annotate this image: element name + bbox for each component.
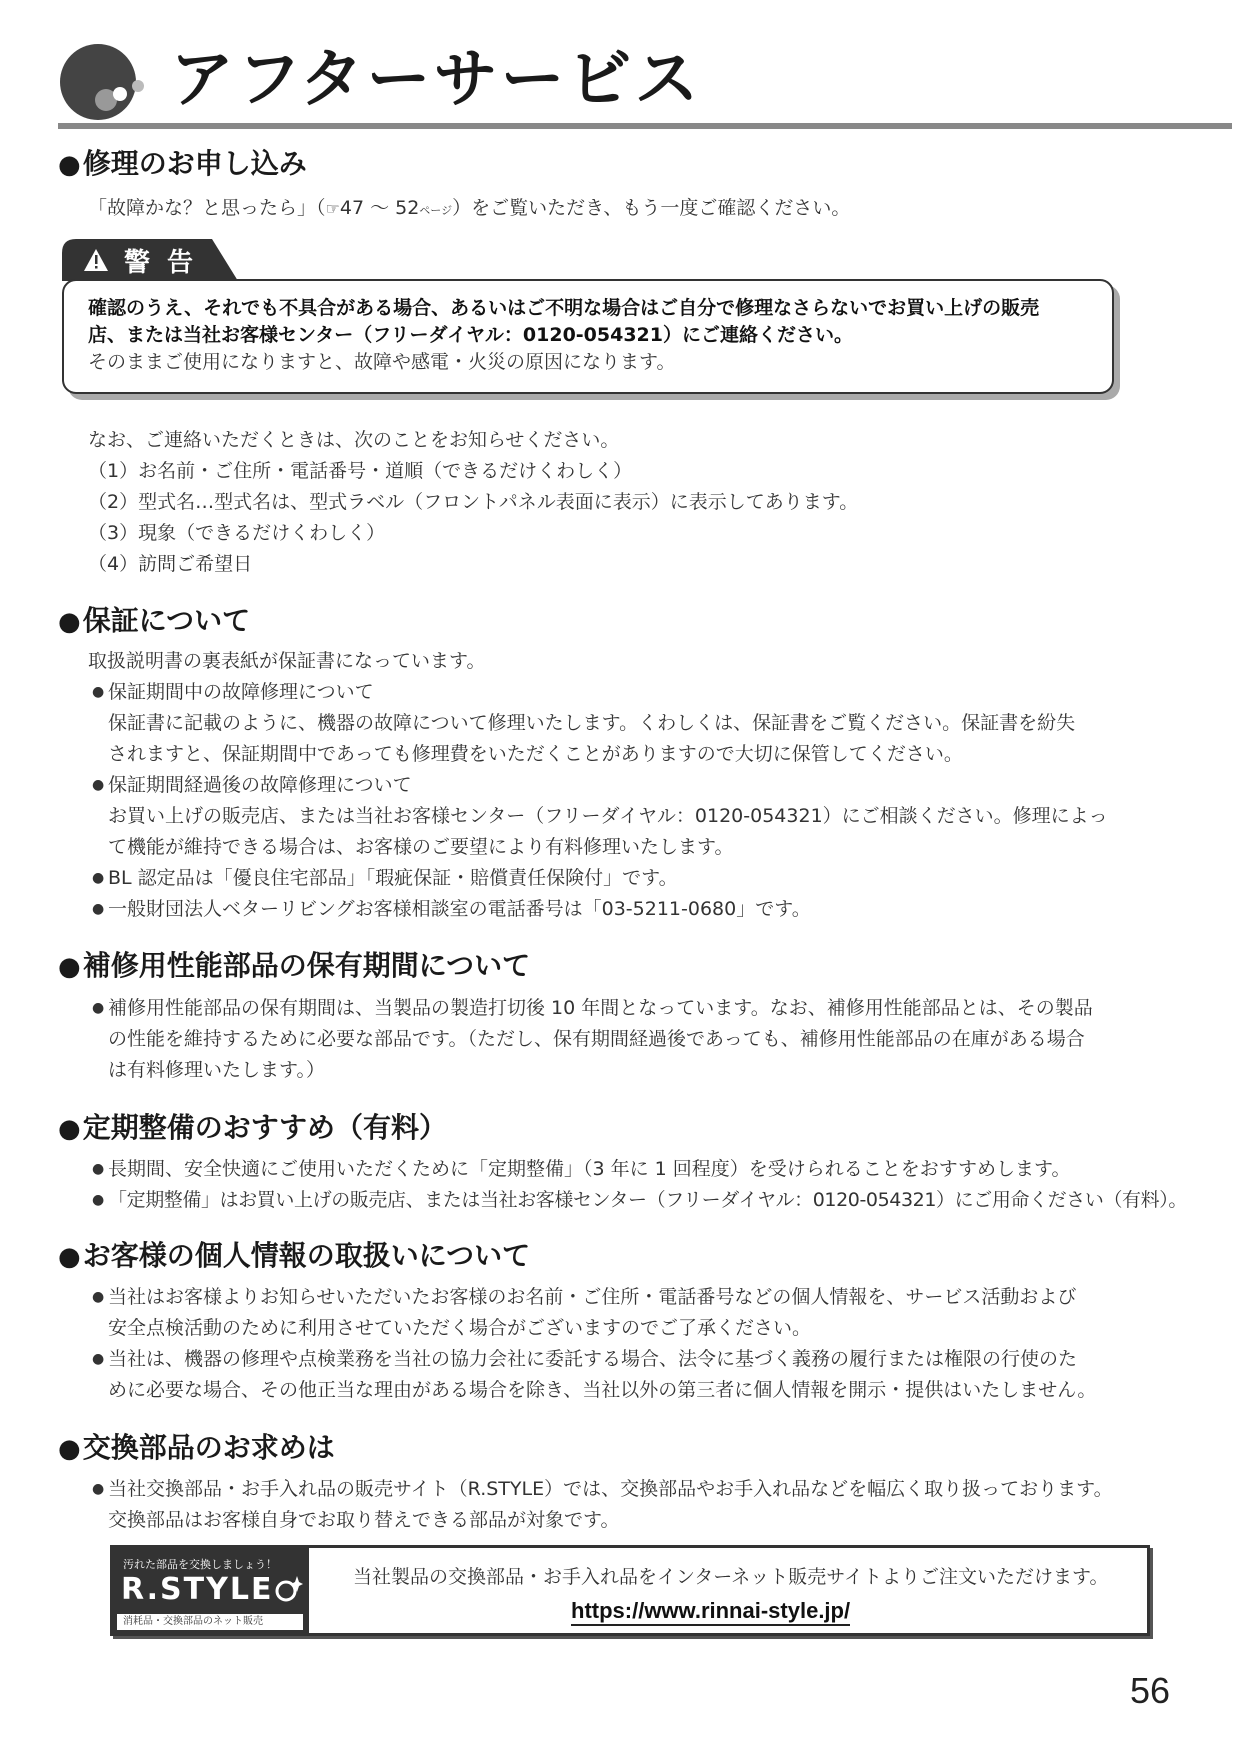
section-bullet-icon: ● xyxy=(58,1242,81,1272)
privacy-item: ● 当社はお客様よりお知らせいただいたお客様のお名前・ご住所・電話番号などの個人情報を、サービス活動および 安全点検活動のために利用させていただく場合がございますのでご了承ください。 xyxy=(92,1282,1182,1344)
section-bullet-icon: ● xyxy=(58,1114,81,1144)
warning-line-3: そのままご使用になりますと、故障や感電・火災の原因になります。 xyxy=(88,351,676,373)
warranty-item: ● 保証期間中の故障修理について 保証書に記載のように、機器の故障について修理いたします。くわしくは、保証書をご覧ください。保証書を紛失 されますと、保証期間中であっても修理費をいただくことがありますので大切に保管してください。 xyxy=(92,677,1182,770)
rstyle-info-box xyxy=(110,1545,1150,1636)
rstyle-logo[interactable]: 汚れた部品を交換しましょう！ R.STYLE 消耗品・交換部品のネット販売 xyxy=(113,1548,309,1633)
maintenance-item: ● 長期間、安全快適にご使用いただくために「定期整備」（3 年に 1 回程度）を受けられることをおすすめします。 xyxy=(92,1154,1182,1185)
section-bullet-icon: ● xyxy=(58,607,81,637)
section-title-parts: ●補修用性能部品の保有期間について xyxy=(58,949,531,982)
section-bullet-icon: ● xyxy=(58,1434,81,1464)
privacy-item: ● 当社は、機器の修理や点検業務を当社の協力会社に委託する場合、法令に基づく義務の履行または権限の行使のた めに必要な場合、その他正当な理由がある場合を除き、当社以外の第三者に個人情報を開示・提供はいたしません。 xyxy=(92,1344,1182,1406)
bullet-icon: ● xyxy=(92,777,105,793)
bullet-icon: ● xyxy=(92,1000,105,1016)
repair-intro: 「故障かな？と思ったら」（☞47 ～ 52ページ）をご覧いただき、もう一度ご確認ください。 xyxy=(88,197,851,219)
section-title-privacy: ●お客様の個人情報の取扱いについて xyxy=(58,1239,531,1272)
page-number: 56 xyxy=(1130,1670,1171,1711)
warranty-item: ● 保証期間経過後の故障修理について お買い上げの販売店、または当社お客様センター（フリーダイヤル：0120-054321）にご相談ください。修理によっ て機能が維持できる場合は、お客様のご要望により有料修理いたします。 xyxy=(92,770,1182,863)
bullet-icon: ● xyxy=(92,684,105,700)
replacement-item: ● 当社交換部品・お手入れ品の販売サイト（R.STYLE）では、交換部品やお手入れ品などを幅広く取り扱っております。 交換部品はお客様自身でお取り替えできる部品が対象です。 xyxy=(92,1474,1202,1536)
bullet-icon: ● xyxy=(92,870,105,886)
repair-list-item: （3）現象（できるだけくわしく） xyxy=(88,522,386,544)
bullet-icon: ● xyxy=(92,901,105,917)
warning-label: 警 告 xyxy=(124,248,198,278)
sparkle-icon xyxy=(273,1574,303,1604)
section-title-warranty: ●保証について xyxy=(58,604,251,637)
warning-line-1: 確認のうえ、それでも不具合がある場合、あるいはご不明な場合はご自分で修理なさらないでお買い上げの販売 xyxy=(88,297,1040,319)
section-bullet-icon: ● xyxy=(58,150,81,180)
warranty-item: ● BL 認定品は「優良住宅部品」「瑕疵保証・賠償責任保険付」です。 xyxy=(92,863,1182,894)
section-title-repair: ●修理のお申し込み xyxy=(58,147,307,180)
header-divider xyxy=(58,123,1232,129)
page-header xyxy=(58,40,1232,130)
section-title-maintenance: ●定期整備のおすすめ（有料） xyxy=(58,1111,447,1144)
warning-line-2: 店、または当社お客様センター（フリーダイヤル：0120-054321）にご連絡ください。 xyxy=(88,324,853,346)
rstyle-url-link[interactable]: https://www.rinnai-style.jp/ xyxy=(571,1598,850,1626)
page-title: アフターサービス xyxy=(170,43,702,117)
bullet-icon: ● xyxy=(92,1351,105,1367)
section-title-replacement: ●交換部品のお求めは xyxy=(58,1431,335,1464)
rstyle-logo-name: R.STYLE xyxy=(121,1572,274,1607)
rstyle-description: 当社製品の交換部品・お手入れ品をインターネット販売サイトよりご注文いただけます。 xyxy=(353,1566,1109,1588)
bullet-icon: ● xyxy=(92,1192,104,1208)
reference-hand-icon: ☞ xyxy=(325,199,340,218)
repair-list-item: （2）型式名…型式名は、型式ラベル（フロントパネル表面に表示）に表示してあります。 xyxy=(88,491,859,513)
bullet-icon: ● xyxy=(92,1289,105,1305)
parts-item: ● 補修用性能部品の保有期間は、当製品の製造打切後 10 年間となっています。なお、補修用性能部品とは、その製品 の性能を維持するために必要な部品です。（ただし、保有期間経過後であっても、補修用性能部品の在庫がある場合 は有料修理いたします。） xyxy=(92,993,1182,1086)
repair-notice: なお、ご連絡いただくときは、次のことをお知らせください。 xyxy=(88,429,620,451)
repair-list-item: （1）お名前・ご住所・電話番号・道順（できるだけくわしく） xyxy=(88,460,633,482)
repair-list-item: （4）訪問ご希望日 xyxy=(88,553,253,575)
section-bullet-icon: ● xyxy=(58,952,81,982)
warranty-intro: 取扱説明書の裏表紙が保証書になっています。 xyxy=(88,650,486,672)
maintenance-item: ● 「定期整備」はお買い上げの販売店、または当社お客様センター（フリーダイヤル：0120-054321）にご用命ください（有料）。 xyxy=(92,1185,1202,1216)
header-circle-logo-icon xyxy=(58,42,158,122)
bullet-icon: ● xyxy=(92,1161,105,1177)
bullet-icon: ● xyxy=(92,1481,105,1497)
warranty-item: ● 一般財団法人ベターリビングお客様相談室の電話番号は「03-5211-0680」です。 xyxy=(92,894,1182,925)
